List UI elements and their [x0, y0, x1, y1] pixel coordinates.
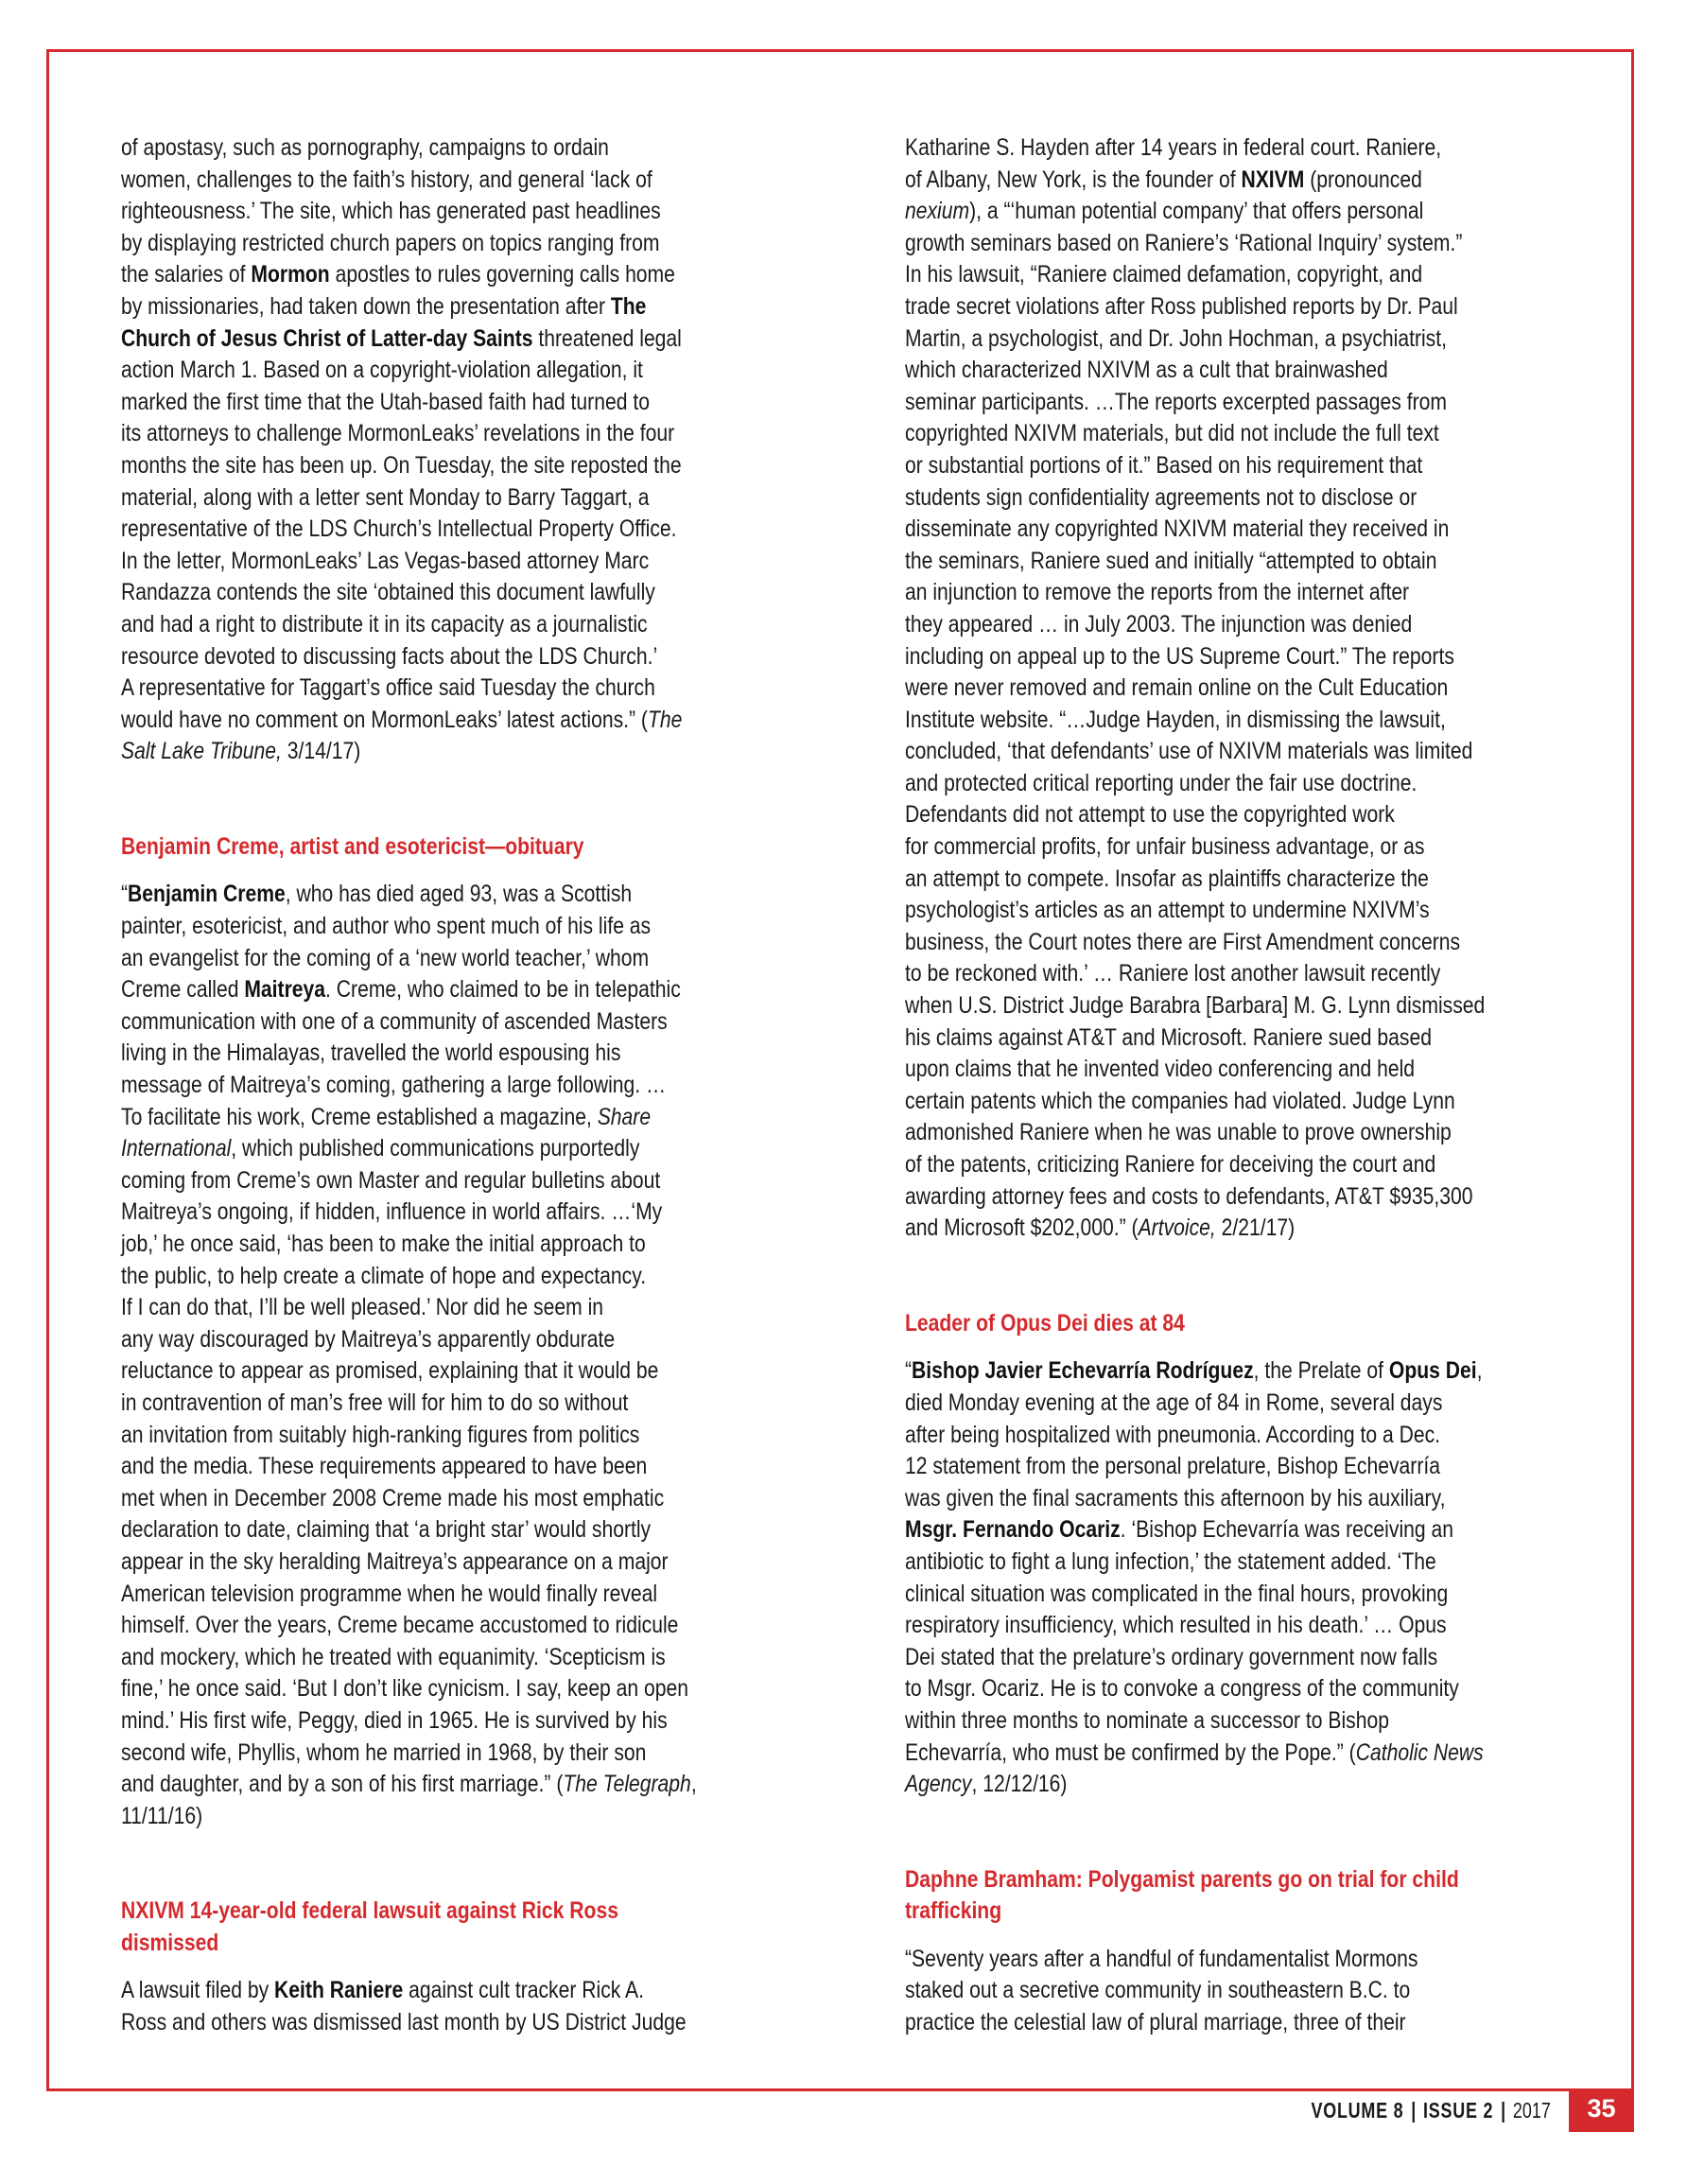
text-run: certain patents which the companies had violated. Judge Lynn [905, 1087, 1455, 1114]
body-text-line [905, 1022, 1496, 1055]
text-run: 11/11/16) [121, 1802, 203, 1829]
body-text-line [905, 387, 1496, 419]
text-run: business, the Court notes there are First Amendment concerns [905, 928, 1461, 955]
text-run: copyrighted NXIVM materials, but did not include the full text [905, 420, 1439, 447]
body-text-line [905, 609, 1496, 641]
text-run: and daughter, and by a son of his first marriage.” ( [121, 1771, 564, 1798]
body-text-line [905, 1388, 1496, 1420]
body-text-line [121, 577, 712, 609]
body-text-line [121, 1801, 712, 1833]
body-text-line [121, 1261, 712, 1293]
body-text-line [905, 291, 1496, 323]
article-heading: Benjamin Creme, artist and esotericist—obituary [121, 832, 584, 860]
text-run: A representative for Taggart’s office said Tuesday the church [121, 674, 655, 702]
body-text-line [905, 1944, 1496, 1976]
text-run: Randazza contends the site ‘obtained this document lawfully [121, 579, 655, 606]
body-text-line [905, 1705, 1496, 1738]
text-run: action March 1. Based on a copyright-violation allegation, it [121, 357, 643, 384]
body-text-line [121, 1514, 712, 1546]
text-run: respiratory insufficiency, which resulted in his death.’ … Opus [905, 1612, 1447, 1639]
body-text-line [121, 641, 712, 673]
body-text-line [905, 418, 1496, 450]
text-run: , [690, 1771, 697, 1798]
text-run: “ [121, 881, 129, 908]
body-text-line [905, 673, 1496, 705]
text-run: any way discouraged by Maitreya’s apparently obdurate [121, 1325, 616, 1353]
body-text-line [905, 482, 1496, 515]
article-heading: trafficking [905, 1897, 1002, 1925]
text-run: 3/14/17) [281, 738, 361, 765]
text-run: or substantial portions of it.” Based on his requirement that [905, 451, 1423, 479]
text-run: communication with one of a community of ascended Masters [121, 1007, 668, 1035]
body-text-line [121, 911, 712, 943]
text-run: painter, esotericist, and author who spent much of his life as [121, 913, 652, 940]
body-text-line [121, 1975, 712, 2007]
text-run: appear in the sky heralding Maitreya’s appearance on a major [121, 1547, 669, 1575]
section-spacer [905, 1245, 1605, 1308]
italic-citation: The Telegraph [563, 1771, 691, 1798]
text-run: including on appeal up to the US Supreme Court.” The reports [905, 642, 1454, 670]
body-text-line [121, 1610, 712, 1642]
text-run: its attorneys to challenge MormonLeaks’ revelations in the four [121, 420, 675, 447]
body-text-line [121, 1133, 712, 1165]
text-run: representative of the LDS Church’s Intellectual Property Office. [121, 515, 677, 543]
text-run: coming from Creme’s own Master and regular bulletins about [121, 1166, 661, 1194]
body-text-line [905, 1769, 1496, 1801]
body-text-line [905, 1546, 1496, 1579]
text-run: Institute website. “…Judge Hayden, in dismissing the lawsuit, [905, 706, 1446, 733]
page-footer [1305, 2089, 1634, 2133]
text-run: Martin, a psychologist, and Dr. John Hochman, a psychiatrist, [905, 324, 1447, 352]
text-run: antibiotic to fight a lung infection,’ the statement added. ‘The [905, 1547, 1436, 1575]
bold-name: NXIVM [1241, 166, 1305, 193]
text-run: To facilitate his work, Creme established a magazine, [121, 1103, 598, 1130]
body-text-line [121, 1451, 712, 1483]
body-text-line [905, 1213, 1496, 1245]
page-number: 35 [1569, 2089, 1634, 2132]
text-run: Echevarría, who must be confirmed by the Pope.” ( [905, 1738, 1356, 1766]
text-run: Katharine S. Hayden after 14 years in federal court. Raniere, [905, 134, 1442, 161]
bold-name: Mormon [251, 261, 330, 288]
text-run: job,’ he once said, ‘has been to make the initial approach to [121, 1231, 646, 1257]
body-text-line [121, 323, 712, 356]
body-text-line [121, 418, 712, 450]
text-run: 2/21/17) [1215, 1214, 1296, 1242]
text-run: , 12/12/16) [971, 1771, 1068, 1798]
body-text-line [121, 514, 712, 546]
text-run: and the media. These requirements appeared to have been [121, 1453, 648, 1480]
text-run: months the site has been up. On Tuesday, the site reposted the [121, 451, 682, 479]
text-run: 12 statement from the personal prelature, Bishop Echevarría [905, 1453, 1440, 1480]
text-run: Dei stated that the prelature’s ordinary government now falls [905, 1643, 1438, 1670]
text-run: his claims against AT&T and Microsoft. Raniere sued based [905, 1023, 1432, 1051]
italic-citation: nexium [905, 198, 970, 225]
text-run: admonished Raniere when he was unable to prove ownership [905, 1119, 1452, 1146]
text-run: of the patents, criticizing Raniere for deceiving the court and [905, 1151, 1436, 1178]
year-label: 2017 [1513, 2098, 1551, 2123]
text-run: women, challenges to the faith’s history, and general ‘lack of [121, 166, 652, 193]
body-text-line [905, 1086, 1496, 1118]
text-run: of apostasy, such as pornography, campaigns to ordain [121, 134, 609, 161]
text-run: , [1476, 1357, 1483, 1385]
body-text-line [121, 546, 712, 578]
article-heading: Leader of Opus Dei dies at 84 [905, 1309, 1185, 1337]
text-run: resource devoted to discussing facts about the LDS Church.’ [121, 642, 658, 670]
bold-name: Msgr. Fernando Ocariz [905, 1516, 1121, 1544]
body-text-line [905, 864, 1496, 896]
bold-name: Bishop Javier Echevarría Rodríguez [912, 1357, 1254, 1385]
italic-citation: The [647, 706, 683, 733]
body-text-line [121, 609, 712, 641]
body-text-line [121, 673, 712, 705]
body-text-line [121, 196, 712, 228]
body-text-line [905, 1451, 1496, 1483]
body-text-line [905, 1738, 1496, 1770]
text-run: growth seminars based on Raniere’s ‘Rational Inquiry’ system.” [905, 229, 1463, 256]
body-text-line [905, 1642, 1496, 1674]
text-run: , the Prelate of [1253, 1357, 1389, 1385]
heading-spacer [905, 1928, 1605, 1944]
body-text-line [905, 799, 1496, 831]
text-run: message of Maitreya’s coming, gathering a large following. … [121, 1072, 667, 1099]
body-text-line [905, 1420, 1496, 1452]
body-text-line [905, 1673, 1496, 1705]
text-run: American television programme when he would finally reveal [121, 1580, 658, 1607]
text-run: In the letter, MormonLeaks’ Las Vegas-based attorney Marc [121, 547, 650, 574]
text-run: seminar participants. …The reports excerpted passages from [905, 388, 1447, 415]
body-text-line [905, 990, 1496, 1022]
body-text-line [905, 132, 1496, 165]
text-run: Maitreya’s ongoing, if hidden, influence in world affairs. …‘My [121, 1198, 663, 1226]
body-text-line [121, 1229, 712, 1261]
body-text-line [121, 1769, 712, 1801]
body-text-line [905, 259, 1496, 291]
text-run: If I can do that, I’ll be well pleased.’ Nor did he seem in [121, 1294, 604, 1321]
body-text-line [121, 450, 712, 482]
text-run: living in the Himalayas, travelled the world espousing his [121, 1040, 621, 1067]
body-text-line [121, 879, 712, 911]
text-run: Ross and others was dismissed last month by US District Judge [121, 2009, 687, 2036]
text-run: against cult tracker Rick A. [403, 1977, 645, 2004]
text-run: to Msgr. Ocariz. He is to convoke a congress of the community [905, 1675, 1459, 1703]
body-text-line [905, 1149, 1496, 1181]
body-text-line [121, 1292, 712, 1324]
body-text-line [121, 705, 712, 737]
text-run: staked out a secretive community in southeastern B.C. to [905, 1977, 1411, 2004]
text-run: within three months to nominate a successor to Bishop [905, 1706, 1389, 1734]
text-run: A lawsuit filed by [121, 1977, 275, 2004]
body-text-line [121, 291, 712, 323]
body-text-line [121, 943, 712, 975]
body-text-line [905, 228, 1496, 260]
body-text-line [905, 577, 1496, 609]
body-text-line [121, 1102, 712, 1134]
text-run: clinical situation was complicated in the final hours, provoking [905, 1580, 1449, 1607]
text-run: died Monday evening at the age of 84 in Rome, several days [905, 1389, 1443, 1416]
issue-info [1312, 2089, 1551, 2131]
text-run: which characterized NXIVM as a cult that brainwashed [905, 357, 1388, 384]
body-text-line [121, 1038, 712, 1070]
text-run: they appeared … in July 2003. The injunction was denied [905, 610, 1413, 638]
text-run: would have no comment on MormonLeaks’ latest actions.” ( [121, 706, 648, 733]
volume-label: VOLUME 8 [1311, 2098, 1404, 2123]
italic-citation: Artvoice, [1138, 1214, 1216, 1242]
text-run: , who has died aged 93, was a Scottish [285, 881, 633, 908]
body-text-line [121, 2007, 712, 2039]
body-text-line [121, 132, 712, 165]
article-heading: Daphne Bramham: Polygamist parents go on trial for child [905, 1865, 1459, 1893]
text-run: to be reckoned with.’ … Raniere lost another lawsuit recently [905, 960, 1441, 987]
text-run: (pronounced [1304, 166, 1422, 193]
text-run: after being hospitalized with pneumonia. According to a Dec. [905, 1421, 1441, 1448]
body-text-line [905, 1483, 1496, 1515]
body-text-line [121, 974, 712, 1006]
body-text-line [905, 1181, 1496, 1214]
text-run: upon claims that he invented video conferencing and held [905, 1056, 1416, 1083]
text-run: himself. Over the years, Creme became accustomed to ridicule [121, 1612, 679, 1639]
bold-name: Benjamin Creme [128, 881, 286, 908]
text-run: Defendants did not attempt to use the copyrighted work [905, 801, 1395, 829]
text-run: an injunction to remove the reports from the internet after [905, 579, 1410, 606]
body-text-line [905, 1975, 1496, 2007]
text-run: and protected critical reporting under the fair use doctrine. [905, 769, 1417, 796]
text-run: “ [905, 1357, 913, 1385]
body-text-line [121, 1705, 712, 1738]
text-run: righteousness.’ The site, which has generated past headlines [121, 198, 661, 225]
text-run: marked the first time that the Utah-based faith had turned to [121, 388, 650, 415]
text-run: material, along with a letter sent Monday to Barry Taggart, a [121, 483, 650, 511]
text-run: declaration to date, claiming that ‘a bright star’ would shortly [121, 1516, 652, 1544]
body-text-line [121, 1006, 712, 1039]
body-text-line [905, 1579, 1496, 1611]
text-run: Creme called [121, 976, 245, 1004]
article-heading: dismissed [121, 1929, 219, 1956]
text-run: trade secret violations after Ross published reports by Dr. Paul [905, 292, 1458, 320]
body-text-line [905, 546, 1496, 578]
body-text-line [905, 958, 1496, 990]
body-text-line [905, 165, 1496, 197]
text-run: the seminars, Raniere sued and initially “attempted to obtain [905, 547, 1437, 574]
text-run: . Creme, who claimed to be in telepathic [325, 976, 681, 1004]
body-text-line [121, 1546, 712, 1579]
section-spacer [905, 1801, 1605, 1864]
text-run: by missionaries, had taken down the presentation after [121, 292, 611, 320]
body-text-line [121, 1642, 712, 1674]
heading-spacer [121, 1959, 821, 1975]
text-run: disseminate any copyrighted NXIVM material they received in [905, 515, 1450, 543]
body-text-line [121, 1070, 712, 1102]
body-text-line [121, 1579, 712, 1611]
text-run: practice the celestial law of plural marriage, three of their [905, 2009, 1406, 2036]
body-text-line [905, 1514, 1496, 1546]
italic-citation: Agency [905, 1771, 972, 1798]
body-text-line [121, 165, 712, 197]
bold-name: The [610, 292, 647, 320]
body-text-line [121, 228, 712, 260]
body-text-line [121, 1388, 712, 1420]
heading-spacer [905, 1339, 1605, 1355]
body-text-line [905, 736, 1496, 768]
text-run: in contravention of man’s free will for him to do so without [121, 1389, 629, 1416]
separator: | [1501, 2098, 1506, 2123]
text-run: second wife, Phyllis, whom he married in 1968, by their son [121, 1738, 647, 1766]
text-run: fine,’ he once said. ‘But I don’t like cynicism. I say, keep an open [121, 1675, 689, 1703]
text-run: met when in December 2008 Creme made his most emphatic [121, 1484, 665, 1511]
body-text-line [905, 514, 1496, 546]
text-run: reluctance to appear as promised, explaining that it would be [121, 1357, 659, 1385]
text-run: the public, to help create a climate of hope and expectancy. [121, 1262, 647, 1289]
text-run: psychologist’s articles as an attempt to undermine NXIVM’s [905, 897, 1430, 924]
heading-spacer [121, 863, 821, 879]
body-text-line [905, 1355, 1496, 1388]
right-column [905, 132, 1605, 2039]
body-text-line [905, 768, 1496, 800]
body-text-line [905, 927, 1496, 959]
text-run: , which published communications purportedly [231, 1135, 640, 1162]
text-run: was given the final sacraments this afternoon by his auxiliary, [905, 1484, 1446, 1511]
text-run: by displaying restricted church papers on topics ranging from [121, 229, 660, 256]
text-run: of Albany, New York, is the founder of [905, 166, 1242, 193]
text-run: and mockery, which he treated with equanimity. ‘Scepticism is [121, 1643, 666, 1670]
text-run: an evangelist for the coming of a ‘new world teacher,’ whom [121, 944, 650, 971]
body-text-line [905, 2007, 1496, 2039]
text-run: concluded, ‘that defendants’ use of NXIVM materials was limited [905, 738, 1473, 765]
text-run: In his lawsuit, “Raniere claimed defamation, copyright, and [905, 261, 1423, 288]
body-text-line [121, 736, 712, 768]
text-run: . ‘Bishop Echevarría was receiving an [1120, 1516, 1454, 1544]
body-text-line [121, 355, 712, 387]
body-text-line [905, 831, 1496, 864]
body-text-line [121, 1197, 712, 1229]
body-text-line [905, 323, 1496, 356]
body-text-line [121, 1165, 712, 1197]
body-text-line [121, 259, 712, 291]
body-text-line [121, 1420, 712, 1452]
italic-citation: Share [597, 1103, 652, 1130]
body-text-line [905, 705, 1496, 737]
text-run: when U.S. District Judge Barabra [Barbara] M. G. Lynn dismissed [905, 992, 1486, 1020]
text-run: an invitation from suitably high-ranking figures from politics [121, 1421, 640, 1448]
separator: | [1411, 2098, 1417, 2123]
body-text-line [905, 1117, 1496, 1149]
body-text-line [905, 1610, 1496, 1642]
body-text-line [905, 355, 1496, 387]
body-text-line [905, 1054, 1496, 1086]
text-run: an attempt to compete. Insofar as plaintiffs characterize the [905, 865, 1429, 892]
issue-label: ISSUE 2 [1423, 2098, 1494, 2123]
bold-name: Keith Raniere [274, 1977, 404, 2004]
text-run: “Seventy years after a handful of fundamentalist Mormons [905, 1945, 1418, 1972]
body-text-line [121, 1324, 712, 1356]
body-text-line [121, 482, 712, 515]
body-text-line [121, 387, 712, 419]
body-text-line [905, 641, 1496, 673]
body-text-line [121, 1483, 712, 1515]
text-run: ), a “‘human potential company’ that offers personal [969, 198, 1424, 225]
section-spacer [121, 768, 821, 831]
italic-citation: Catholic News [1355, 1738, 1484, 1766]
text-run: mind.’ His first wife, Peggy, died in 1965. He is survived by his [121, 1706, 668, 1734]
body-text-line [905, 895, 1496, 927]
text-run: for commercial profits, for unfair business advantage, or as [905, 833, 1425, 861]
body-text-line [905, 196, 1496, 228]
body-text-line [121, 1673, 712, 1705]
text-run: awarding attorney fees and costs to defendants, AT&T $935,300 [905, 1182, 1473, 1210]
bold-name: Opus Dei [1388, 1357, 1477, 1385]
text-run: the salaries of [121, 261, 252, 288]
text-run: students sign confidentiality agreements not to disclose or [905, 483, 1417, 511]
text-run: and had a right to distribute it in its capacity as a journalistic [121, 610, 648, 638]
text-run: apostles to rules governing calls home [329, 261, 675, 288]
text-run: threatened legal [532, 324, 682, 352]
section-spacer [121, 1832, 821, 1896]
bold-name: Maitreya [244, 976, 326, 1004]
left-column [121, 132, 821, 2039]
body-text-line [905, 450, 1496, 482]
bold-name: Church of Jesus Christ of Latter-day Saints [121, 324, 533, 352]
text-run: and Microsoft $202,000.” ( [905, 1214, 1139, 1242]
article-heading: NXIVM 14-year-old federal lawsuit against Rick Ross [121, 1897, 618, 1925]
text-run: were never removed and remain online on the Cult Education [905, 674, 1449, 702]
body-text-line [121, 1355, 712, 1388]
body-text-line [121, 1738, 712, 1770]
italic-citation: Salt Lake Tribune, [121, 738, 282, 765]
italic-citation: International [121, 1135, 232, 1162]
